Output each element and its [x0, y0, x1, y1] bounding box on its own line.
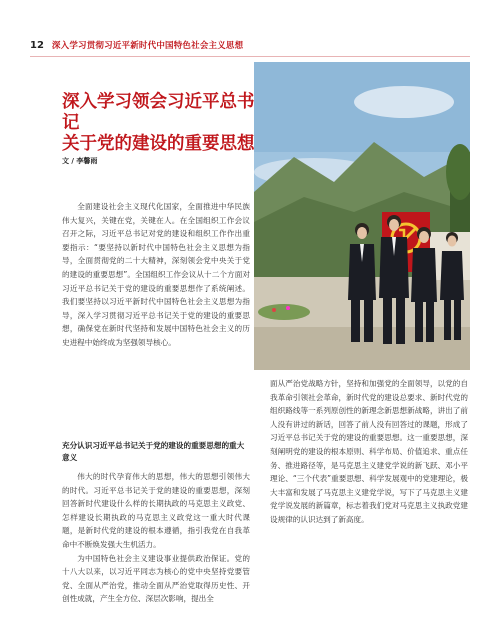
title-line-2: 关于党的建设的重要思想 [62, 134, 255, 154]
header-divider [30, 56, 470, 57]
intro-column [62, 200, 250, 350]
title-line-1: 深入学习领会习近平总书记 [62, 92, 255, 133]
running-title: 深入学习贯彻习近平新时代中国特色社会主义思想 [51, 41, 244, 51]
body-paragraph-2: 为中国特色社会主义建设事业提供政治保证。党的十八大以来，以习近平同志为核心的党中央坚持党要管党、全面从严治党，推动全面从严治党取得历史性、开创性成就，产生全方位、深层次影响，提出全 [62, 553, 250, 604]
body-column-right [270, 377, 468, 527]
article-title [62, 92, 262, 155]
body-column-left [62, 470, 250, 606]
page-number: 12 [30, 39, 44, 51]
body-paragraph-right: 面从严治党战略方针，坚持和加强党的全面领导，以党的自我革命引领社会革命，新时代党的建设总要求、新时代党的组织路线等一系列原创性的新理念新思想新战略，讲出了前人没有讲过的新话，回答了前人没有回答过的课题，形成了习近平总书记关于党的建设的重要思想。这一重要思想，深刻阐明党的建设的根本原则、科学布局、价值追求、重点任务、推进路径等，是马克思主义建党学说的新飞跃、邓小平理论、“三个代表”重要思想、科学发展观中的党建理论，极大丰富和发展了马克思主义建党学说，写下了马克思主义建党学说发展的新篇章，标志着我们党对马克思主义执政党建设规律的认识达到了新高度。 [270, 379, 468, 524]
author-byline: 文 / 李馨雨 [62, 157, 98, 165]
section-subheading: 充分认识习近平总书记关于党的建设的重要思想的重大意义 [62, 441, 245, 462]
body-paragraph-1: 伟大的时代孕育伟大的思想，伟大的思想引领伟大的时代。习近平总书记关于党的建设的重要思想，深刻回答新时代建设什么样的长期执政的马克思主义政党、怎样建设长期执政的马克思主义政党这一重大时代课题，是新时代党的建设的根本遵循，指引我党在自我革命中不断焕发强大生机活力。 [62, 472, 250, 549]
article-photo [254, 62, 470, 370]
intro-paragraph: 全面建设社会主义现代化国家，全面推进中华民族伟大复兴，关键在党，关键在人。在全国组织工作会议召开之际，习近平总书记对党的建设和组织工作作出重要指示：“要坚持以新时代中国特色社会主义思想为指导，全面贯彻党的二十大精神，深刻领会党中央关于党的建设的重要思想”。全国组织工作会议从十二个方面对习近平总书记关于党的建设的重要思想作了系统阐述。我们要坚持以习近平新时代中国特色社会主义思想为指导，深入学习贯彻习近平总书记关于党的建设的重要思想，确保党在新时代坚持和发展中国特色社会主义的历史进程中始终成为坚强领导核心。 [62, 202, 250, 347]
running-header [30, 38, 243, 52]
